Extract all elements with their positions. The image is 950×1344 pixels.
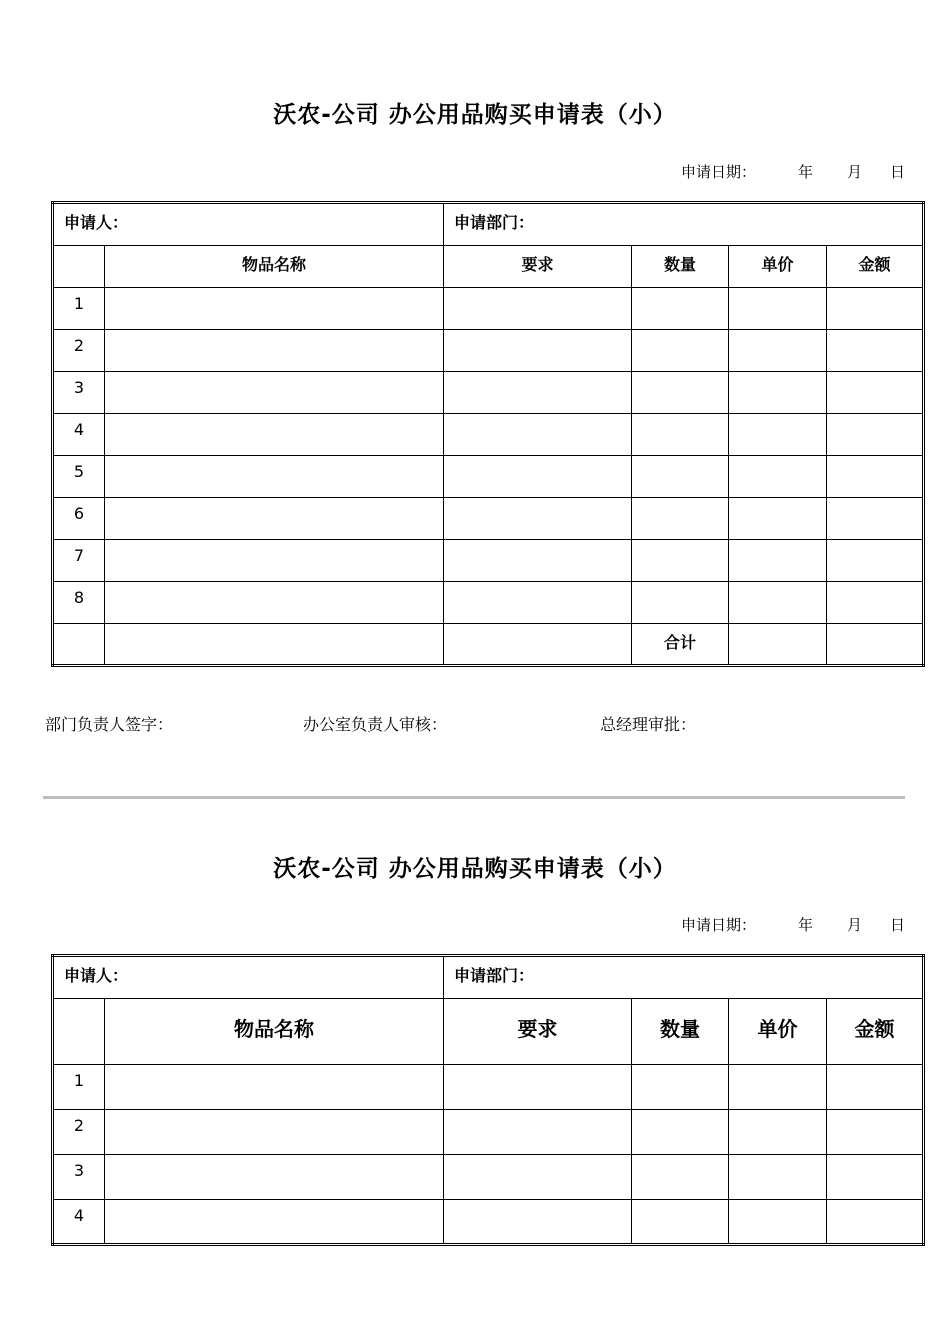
total-empty-cell [105, 624, 444, 666]
requirement-cell[interactable] [444, 582, 632, 624]
item-name-cell[interactable] [105, 1155, 444, 1200]
total-unit-price-cell[interactable] [729, 624, 827, 666]
row-number: 4 [53, 1200, 105, 1245]
amount-cell[interactable] [827, 330, 924, 372]
form1-index-header [53, 246, 105, 288]
form1-department-label: 申请部门： [454, 213, 535, 232]
amount-cell[interactable] [827, 1155, 924, 1200]
item-name-cell[interactable] [105, 414, 444, 456]
total-row [53, 624, 924, 666]
unit-price-cell[interactable] [729, 330, 827, 372]
form2-date-year: 年 [797, 916, 813, 934]
requirement-cell[interactable] [444, 1110, 632, 1155]
row-number: 7 [53, 540, 105, 582]
form1-date-line [681, 161, 905, 182]
dept-head-signature-label: 部门负责人签字： [45, 715, 174, 734]
table-row [53, 456, 924, 498]
form2-col-quantity: 数量 [632, 999, 729, 1065]
quantity-cell[interactable] [632, 582, 729, 624]
row-number: 2 [53, 1110, 105, 1155]
form2-date-day: 日 [889, 916, 905, 934]
requirement-cell[interactable] [444, 1155, 632, 1200]
item-name-cell[interactable] [105, 1110, 444, 1155]
table-row [53, 1200, 924, 1245]
quantity-cell[interactable] [632, 498, 729, 540]
quantity-cell[interactable] [632, 456, 729, 498]
row-number: 2 [53, 330, 105, 372]
requirement-cell[interactable] [444, 372, 632, 414]
unit-price-cell[interactable] [729, 1110, 827, 1155]
amount-cell[interactable] [827, 582, 924, 624]
unit-price-cell[interactable] [729, 456, 827, 498]
form1-date-day: 日 [889, 163, 905, 181]
quantity-cell[interactable] [632, 414, 729, 456]
quantity-cell[interactable] [632, 372, 729, 414]
row-number: 1 [53, 1065, 105, 1110]
office-head-review-label: 办公室负责人审核： [303, 715, 448, 734]
table-row [53, 498, 924, 540]
unit-price-cell[interactable] [729, 540, 827, 582]
row-number: 1 [53, 288, 105, 330]
amount-cell[interactable] [827, 1110, 924, 1155]
form1-title: 沃农-公司 办公用品购买申请表（小） [273, 102, 677, 128]
form1-table [51, 201, 925, 667]
quantity-cell[interactable] [632, 540, 729, 582]
quantity-cell[interactable] [632, 1065, 729, 1110]
item-name-cell[interactable] [105, 1200, 444, 1245]
quantity-cell[interactable] [632, 1155, 729, 1200]
form1-applicant-label: 申请人： [64, 213, 129, 232]
row-number: 5 [53, 456, 105, 498]
table-row [53, 288, 924, 330]
unit-price-cell[interactable] [729, 288, 827, 330]
form2-title: 沃农-公司 办公用品购买申请表（小） [273, 856, 677, 882]
table-row [53, 372, 924, 414]
amount-cell[interactable] [827, 288, 924, 330]
requirement-cell[interactable] [444, 414, 632, 456]
total-label: 合计 [632, 624, 729, 666]
amount-cell[interactable] [827, 1065, 924, 1110]
requirement-cell[interactable] [444, 1065, 632, 1110]
form1-applicant-field[interactable] [53, 203, 444, 246]
item-name-cell[interactable] [105, 582, 444, 624]
form1-col-requirement: 要求 [444, 246, 632, 288]
amount-cell[interactable] [827, 414, 924, 456]
amount-cell[interactable] [827, 498, 924, 540]
table-row [53, 582, 924, 624]
item-name-cell[interactable] [105, 498, 444, 540]
table-row [53, 1065, 924, 1110]
requirement-cell[interactable] [444, 456, 632, 498]
amount-cell[interactable] [827, 372, 924, 414]
item-name-cell[interactable] [105, 456, 444, 498]
form2-index-header [53, 999, 105, 1065]
row-number: 4 [53, 414, 105, 456]
item-name-cell[interactable] [105, 288, 444, 330]
quantity-cell[interactable] [632, 288, 729, 330]
form1-date-month: 月 [846, 163, 862, 181]
form2-applicant-field[interactable] [53, 956, 444, 999]
form-divider [43, 796, 905, 799]
table-row [53, 540, 924, 582]
unit-price-cell[interactable] [729, 372, 827, 414]
form1-date-year: 年 [797, 163, 813, 181]
requirement-cell[interactable] [444, 288, 632, 330]
item-name-cell[interactable] [105, 330, 444, 372]
form1-col-unit-price: 单价 [729, 246, 827, 288]
row-number: 6 [53, 498, 105, 540]
unit-price-cell[interactable] [729, 1065, 827, 1110]
form2-applicant-label: 申请人： [64, 966, 129, 985]
table-row [53, 1110, 924, 1155]
form2-department-field[interactable] [444, 956, 924, 999]
row-number: 3 [53, 372, 105, 414]
form1-col-quantity: 数量 [632, 246, 729, 288]
item-name-cell[interactable] [105, 372, 444, 414]
form2-department-label: 申请部门： [454, 966, 535, 985]
quantity-cell[interactable] [632, 1200, 729, 1245]
requirement-cell[interactable] [444, 540, 632, 582]
total-index-cell [53, 624, 105, 666]
gm-approval-label: 总经理审批： [600, 715, 697, 734]
form2-col-item-name: 物品名称 [105, 999, 444, 1065]
unit-price-cell[interactable] [729, 498, 827, 540]
requirement-cell[interactable] [444, 330, 632, 372]
amount-cell[interactable] [827, 456, 924, 498]
quantity-cell[interactable] [632, 1110, 729, 1155]
total-amount-cell[interactable] [827, 624, 924, 666]
unit-price-cell[interactable] [729, 582, 827, 624]
form2-col-requirement: 要求 [444, 999, 632, 1065]
quantity-cell[interactable] [632, 330, 729, 372]
amount-cell[interactable] [827, 1200, 924, 1245]
form2-date-month: 月 [846, 916, 862, 934]
amount-cell[interactable] [827, 540, 924, 582]
form1-col-amount: 金额 [827, 246, 924, 288]
unit-price-cell[interactable] [729, 414, 827, 456]
form2-col-amount: 金额 [827, 999, 924, 1065]
form2-col-unit-price: 单价 [729, 999, 827, 1065]
requirement-cell[interactable] [444, 1200, 632, 1245]
table-row [53, 414, 924, 456]
form1-date-label: 申请日期： [680, 163, 756, 181]
form2-date-line [681, 914, 905, 935]
requirement-cell[interactable] [444, 498, 632, 540]
form1-col-item-name: 物品名称 [105, 246, 444, 288]
unit-price-cell[interactable] [729, 1200, 827, 1245]
item-name-cell[interactable] [105, 540, 444, 582]
form2-date-label: 申请日期： [680, 916, 756, 934]
total-empty-cell [444, 624, 632, 666]
unit-price-cell[interactable] [729, 1155, 827, 1200]
row-number: 8 [53, 582, 105, 624]
form1-department-field[interactable] [444, 203, 924, 246]
form2-table [51, 954, 925, 1246]
table-row [53, 1155, 924, 1200]
item-name-cell[interactable] [105, 1065, 444, 1110]
table-row [53, 330, 924, 372]
row-number: 3 [53, 1155, 105, 1200]
